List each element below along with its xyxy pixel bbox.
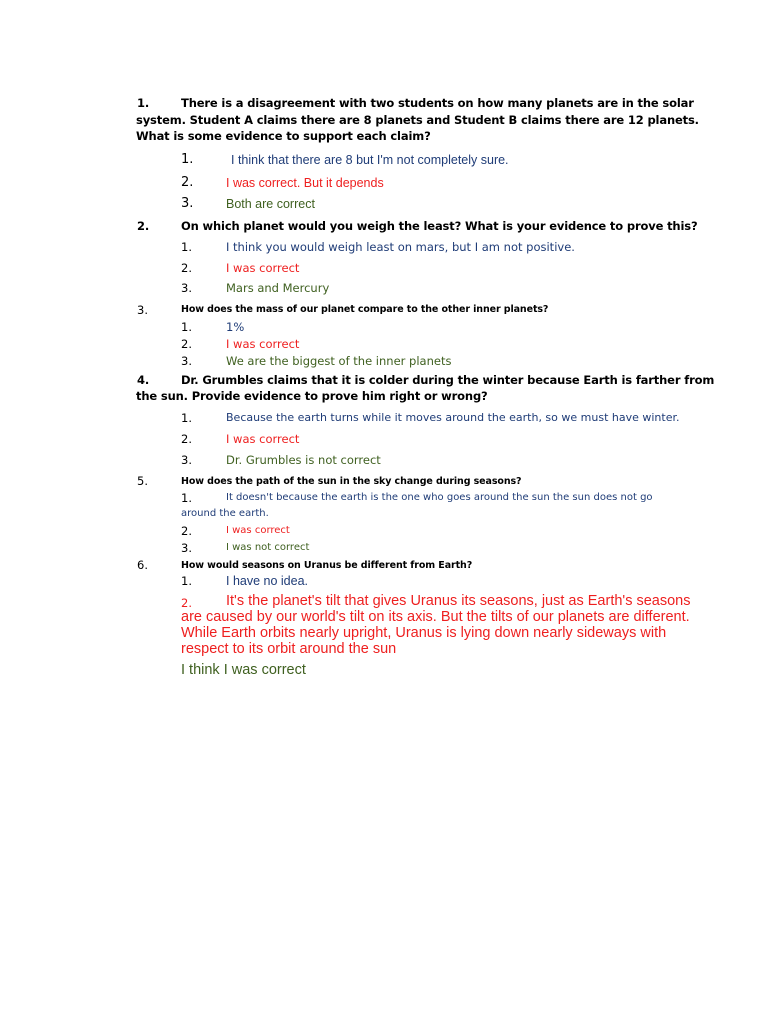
question-1-number: 1. (137, 96, 150, 110)
q2-answer-2-number: 2. (181, 261, 192, 275)
q2-answer-3: Mars and Mercury (226, 281, 330, 295)
q1-answer-2-number: 2. (181, 175, 194, 190)
q3-answer-2-number: 2. (181, 337, 192, 351)
q6-closing-remark: I think I was correct (181, 662, 306, 678)
q3-answer-1-number: 1. (181, 320, 192, 334)
q4-answer-2-number: 2. (181, 432, 192, 446)
q6-answer-1: I have no idea. (226, 574, 309, 588)
q2-answer-2: I was correct (226, 261, 300, 275)
question-3-text: How does the mass of our planet compare to the other inner planets? (181, 304, 549, 315)
q4-answer-1-number: 1. (181, 411, 192, 425)
question-6-text: How would seasons on Uranus be different from Earth? (181, 560, 473, 571)
q4-answer-3-number: 3. (181, 453, 192, 467)
q6-answer-2-line-2: are caused by our world's tilt on its axis. But the tilts of our planets are different. (181, 609, 690, 625)
q4-answer-1: Because the earth turns while it moves around the earth, so we must have winter. (226, 411, 680, 424)
q1-answer-3-number: 3. (181, 196, 194, 211)
q6-answer-1-number: 1. (181, 574, 192, 588)
q6-answer-2-line-3: While Earth orbits nearly upright, Uranus is lying down nearly sideways with (181, 625, 667, 641)
q6-answer-2-line-4: respect to its orbit around the sun (181, 641, 397, 657)
question-5-text: How does the path of the sun in the sky change during seasons? (181, 476, 522, 487)
q5-answer-3-number: 3. (181, 541, 192, 555)
q3-answer-2: I was correct (226, 337, 300, 351)
question-4-line-2: the sun. Provide evidence to prove him right or wrong? (136, 389, 488, 403)
q4-answer-2: I was correct (226, 432, 300, 446)
question-4-line-1: Dr. Grumbles claims that it is colder during the winter because Earth is farther from (181, 373, 715, 387)
q1-answer-2: I was correct. But it depends (226, 176, 384, 190)
q1-answer-1-number: 1. (181, 152, 194, 167)
q3-answer-1: 1% (226, 320, 245, 334)
q5-answer-2: I was correct (226, 525, 290, 536)
q5-answer-1-number: 1. (181, 491, 192, 505)
q2-answer-3-number: 3. (181, 281, 192, 295)
q5-answer-2-number: 2. (181, 524, 192, 538)
question-1-line-2: system. Student A claims there are 8 planets and Student B claims there are 12 planets. (136, 113, 699, 127)
q6-answer-2-number: 2. (181, 596, 192, 610)
q3-answer-3: We are the biggest of the inner planets (226, 354, 452, 368)
q1-answer-1: I think that there are 8 but I'm not completely sure. (231, 153, 509, 167)
q4-answer-3: Dr. Grumbles is not correct (226, 453, 381, 467)
question-4-number: 4. (137, 373, 150, 387)
q6-answer-2-line-1: It's the planet's tilt that gives Uranus its seasons, just as Earth's seasons (226, 593, 691, 609)
q5-answer-1-line-1: It doesn't because the earth is the one who goes around the sun the sun does not go (226, 492, 653, 503)
q5-answer-3: I was not correct (226, 542, 310, 553)
question-5-number: 5. (137, 474, 148, 488)
question-2-number: 2. (137, 219, 150, 233)
q3-answer-3-number: 3. (181, 354, 192, 368)
q2-answer-1-number: 1. (181, 240, 192, 254)
question-1-line-1: There is a disagreement with two students on how many planets are in the solar (181, 96, 694, 110)
q1-answer-3: Both are correct (226, 197, 315, 211)
question-6-number: 6. (137, 558, 148, 572)
question-1-line-3: What is some evidence to support each claim? (136, 129, 431, 143)
question-3-number: 3. (137, 303, 148, 317)
question-2-text: On which planet would you weigh the least? What is your evidence to prove this? (181, 219, 698, 233)
q2-answer-1: I think you would weigh least on mars, but I am not positive. (226, 240, 575, 254)
q5-answer-1-line-2: around the earth. (181, 508, 269, 519)
